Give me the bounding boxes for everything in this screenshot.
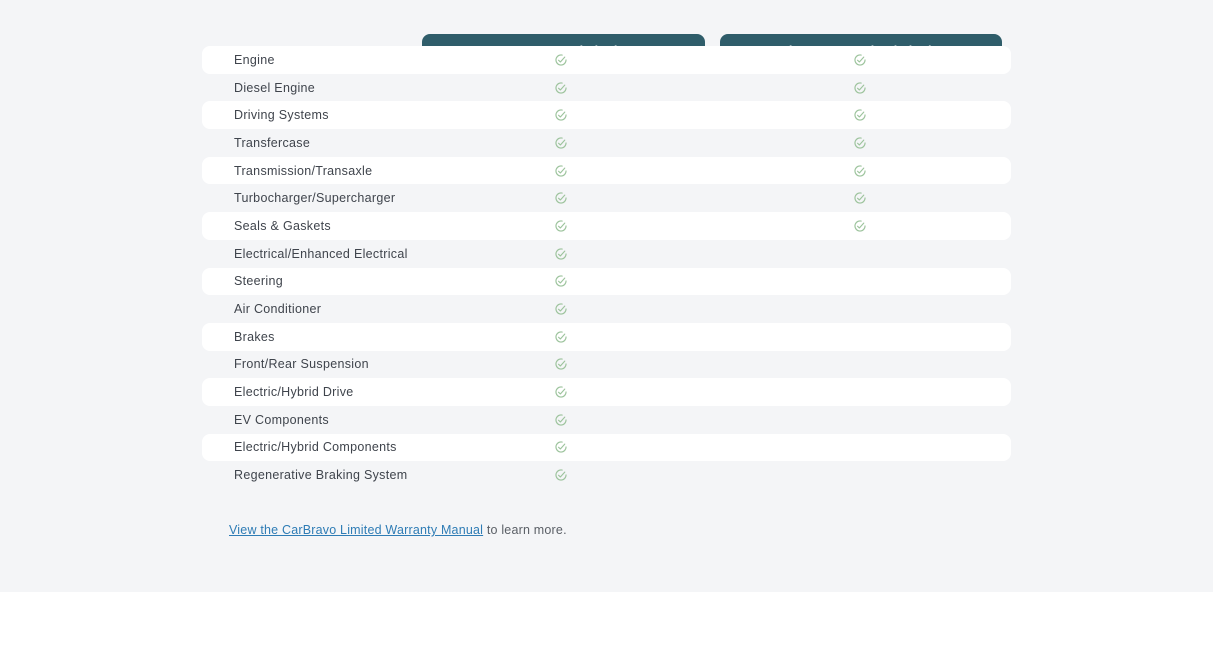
table-row (202, 129, 1011, 157)
row-label: Electric/Hybrid Components (234, 440, 397, 455)
row-label: Steering (234, 274, 283, 289)
check-circle-icon (854, 109, 867, 122)
check-circle-icon (555, 81, 568, 94)
check-circle-icon (555, 413, 568, 426)
check-circle-icon (555, 441, 568, 454)
table-row (202, 184, 1011, 212)
table-row (202, 434, 1011, 462)
row-label: Air Conditioner (234, 302, 322, 317)
table-row (202, 74, 1011, 102)
check-circle-icon (555, 53, 568, 66)
warranty-comparison-table (202, 0, 1011, 537)
row-label: Transfercase (234, 135, 311, 150)
row-label: Electrical/Enhanced Electrical (234, 246, 408, 261)
row-label: Seals & Gaskets (234, 218, 331, 233)
table-row (202, 461, 1011, 489)
table-body (202, 46, 1011, 489)
row-label: Front/Rear Suspension (234, 357, 369, 372)
table-row (202, 351, 1011, 379)
row-label: EV Components (234, 412, 329, 427)
check-circle-icon (555, 164, 568, 177)
table-row (202, 406, 1011, 434)
table-row (202, 101, 1011, 129)
check-circle-icon (854, 81, 867, 94)
check-circle-icon (555, 192, 568, 205)
row-label: Engine (234, 52, 275, 67)
check-circle-icon (555, 109, 568, 122)
check-circle-icon (555, 303, 568, 316)
check-circle-icon (555, 275, 568, 288)
check-circle-icon (555, 358, 568, 371)
table-row (202, 240, 1011, 268)
check-circle-icon (555, 247, 568, 260)
footer-suffix-text: to learn more. (486, 523, 567, 537)
check-circle-icon (854, 164, 867, 177)
row-label: Transmission/Transaxle (234, 163, 373, 178)
footer-note (202, 489, 1011, 537)
row-label: Brakes (234, 329, 275, 344)
check-circle-icon (555, 469, 568, 482)
table-row (202, 378, 1011, 406)
table-row (202, 295, 1011, 323)
table-row (202, 46, 1011, 74)
check-circle-icon (555, 386, 568, 399)
table-row (202, 157, 1011, 185)
table-row (202, 323, 1011, 351)
table-row (202, 268, 1011, 296)
check-circle-icon (854, 192, 867, 205)
row-label: Electric/Hybrid Drive (234, 385, 354, 400)
row-label: Diesel Engine (234, 80, 316, 95)
check-circle-icon (555, 330, 568, 343)
check-circle-icon (854, 136, 867, 149)
warranty-manual-link[interactable]: View the CarBravo Limited Warranty Manual (229, 523, 484, 537)
row-label: Regenerative Braking System (234, 468, 408, 483)
check-circle-icon (854, 219, 867, 232)
row-label: Turbocharger/Supercharger (234, 191, 396, 206)
check-circle-icon (854, 53, 867, 66)
table-header (202, 0, 1011, 34)
check-circle-icon (555, 219, 568, 232)
table-row (202, 212, 1011, 240)
row-label: Driving Systems (234, 108, 329, 123)
check-circle-icon (555, 136, 568, 149)
